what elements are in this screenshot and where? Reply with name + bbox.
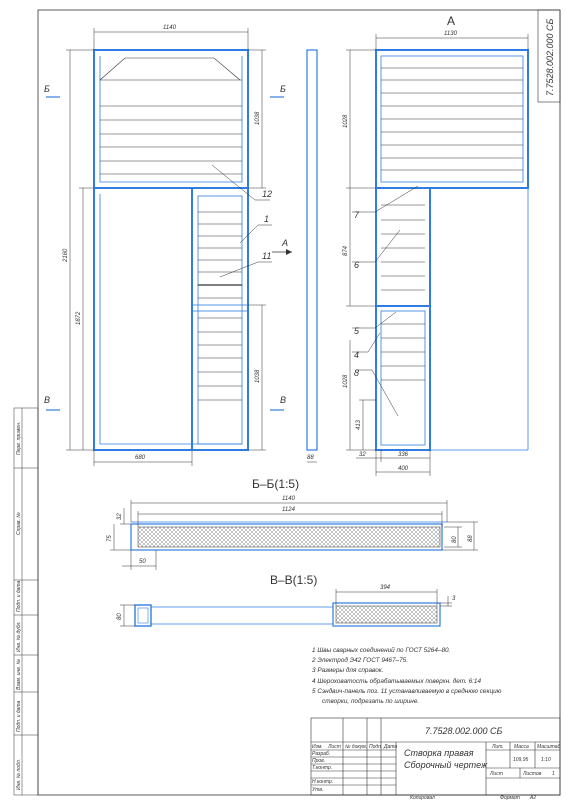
dim-vv-80: 80 (117, 613, 123, 620)
front-view (94, 50, 248, 450)
tb-format-value: А2 (530, 795, 537, 800)
note-line: створки, подрезать по ширине. (322, 698, 420, 705)
notes (311, 646, 502, 705)
tb-head: Подп. (369, 744, 383, 750)
dim-a-32: 32 (359, 452, 366, 458)
note-line: 4 Шероховатость обрабатываемых поверхн. дет. 6:14 (312, 678, 482, 685)
dim-a-width: 1130 (444, 31, 457, 37)
tb-head: Лист (328, 744, 341, 750)
dim-a-336: 336 (398, 452, 409, 458)
arrow-a-head (286, 249, 292, 255)
stamp-text: Справ. № (16, 512, 22, 535)
dim-a-400: 400 (398, 466, 409, 472)
tb-format-label: Формат (500, 795, 520, 800)
tb-scale-label: Масштаб (537, 744, 561, 750)
section-vv-title: В–В(1:5) (270, 573, 318, 587)
code-stamp-text: 7.7528.002.000 СБ (545, 18, 555, 96)
tb-code: 7.7528.002.000 СБ (425, 726, 503, 736)
dim-front-height: 2160 (63, 248, 69, 262)
stamp-text: Перв. примен. (16, 421, 22, 455)
tb-role: Н.контр. (312, 779, 334, 785)
dim-bb-75: 75 (107, 535, 113, 542)
tb-role: Разраб. (312, 751, 331, 757)
stamp-text: Подп. и дата (16, 580, 22, 612)
dim-a-lower: 1028 (343, 374, 349, 388)
dim-front-bottom: 680 (135, 455, 146, 461)
cut-v-left: В (44, 395, 51, 405)
callout-6: 6 (354, 260, 360, 270)
dim-a-bottom: 413 (356, 419, 362, 430)
section-vv (135, 603, 440, 626)
sheet-frame (38, 10, 560, 795)
cut-b-left: Б (44, 84, 50, 94)
side-leaders (352, 186, 418, 416)
tb-title-2: Сборочный чертеж (404, 760, 488, 770)
dim-bb-1124: 1124 (282, 507, 295, 513)
tb-head: Дата (384, 744, 398, 750)
dim-bb-1140: 1140 (282, 496, 295, 502)
dim-vv-394: 394 (380, 585, 391, 591)
note-line: 5 Сэндвич-панель поз. 11 устанавливаемую в среднюю секцию (312, 688, 502, 695)
tb-sheet-label: Лист (490, 771, 503, 777)
tb-role: Т.контр. (312, 765, 333, 771)
section-bb (131, 522, 447, 550)
tb-head: Изм. (312, 744, 323, 750)
callout-7: 7 (354, 210, 360, 220)
callout-1: 1 (264, 214, 270, 224)
tb-lit-label: Лит. (492, 744, 504, 750)
dim-vv-3: 3 (452, 596, 456, 602)
arrow-a-label: А (282, 238, 289, 248)
dim-front-upper-panel: 1038 (255, 111, 261, 125)
cut-v-right: В (280, 395, 287, 405)
tb-mass-value: 109,95 (513, 757, 529, 763)
dim-bb-88: 88 (468, 535, 474, 542)
dim-a-top: 1028 (343, 114, 349, 128)
dim-front-lower: 1872 (76, 311, 82, 325)
view-a-label: А (447, 14, 456, 28)
dim-bb-32: 32 (117, 513, 123, 520)
tb-role: Пров. (312, 758, 326, 764)
callout-8: 8 (354, 368, 360, 378)
section-bb-title: Б–Б(1:5) (252, 477, 300, 491)
tb-copied: Копировал (410, 795, 435, 800)
note-line: 1 Швы сварных соединений по ГОСТ 5264–80. (312, 647, 451, 654)
stamp-text: Подп. и дата (16, 700, 22, 732)
dim-a-mid: 874 (343, 245, 349, 256)
side-profile (307, 50, 317, 450)
view-a-dimensions (346, 34, 528, 476)
note-line: 2 Электрод Э42 ГОСТ 9467–75. (312, 657, 408, 664)
view-a (376, 50, 528, 450)
dim-side-thickness: 88 (307, 455, 314, 461)
tb-scale-value: 1:10 (541, 757, 551, 763)
tb-title-1: Створка правая (404, 748, 474, 758)
stamp-text: Инв. № подл. (16, 758, 22, 790)
callout-12: 12 (262, 189, 273, 199)
tb-role: Утв. (312, 787, 324, 793)
tb-sheets-label: Листов (523, 771, 542, 777)
callout-5: 5 (354, 326, 360, 336)
callout-11: 11 (262, 251, 272, 261)
tb-sheets-count: 1 (552, 771, 555, 777)
stamp-text: Взам. инв. № (16, 659, 22, 690)
dim-front-lower-panel: 1038 (255, 369, 261, 383)
callout-4: 4 (354, 350, 360, 360)
tb-mass-label: Масса (514, 744, 529, 750)
dim-bb-50: 50 (139, 559, 146, 565)
tb-head: № докум. (345, 744, 368, 750)
stamp-text: Инв. № дубл. (16, 621, 22, 652)
dim-front-width: 1140 (163, 25, 176, 31)
note-line: 3 Размеры для справок. (312, 667, 384, 674)
cut-b-right: Б (280, 84, 286, 94)
dim-bb-80: 80 (452, 536, 458, 543)
